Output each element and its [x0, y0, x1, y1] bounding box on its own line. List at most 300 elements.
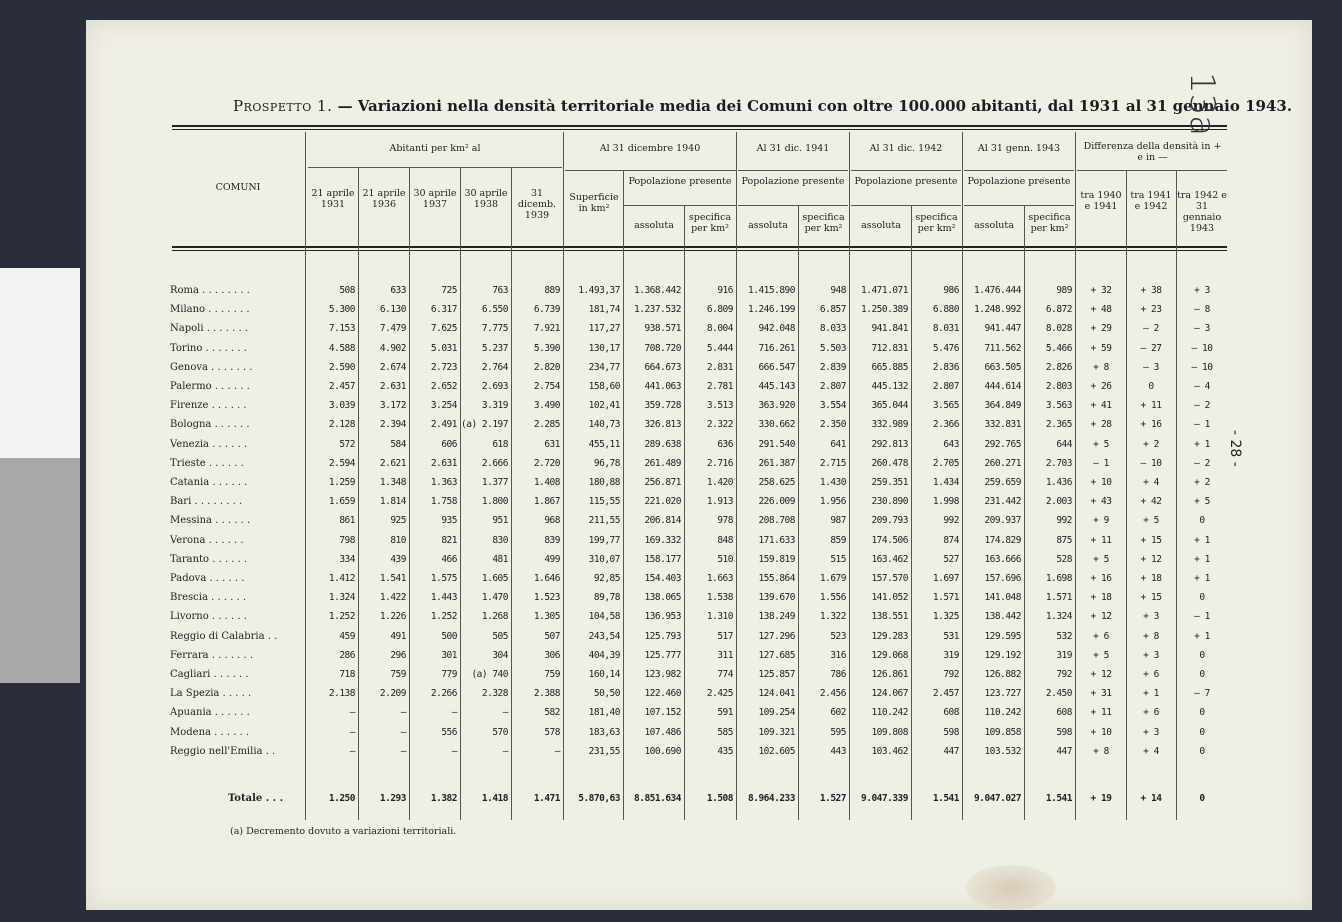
table-cell: 286: [339, 650, 355, 661]
table-cell: 1.698: [1045, 573, 1072, 584]
table-cell: 2.285: [533, 419, 560, 430]
table-cell: 591: [717, 707, 733, 718]
table-cell: 4.902: [379, 343, 406, 354]
table-cell: 1.605: [481, 573, 508, 584]
table-cell: 499: [544, 554, 560, 565]
table-cell: 1.237.532: [634, 304, 681, 315]
header-specifica-1940: specifica per km²: [688, 212, 732, 234]
table-cell: + 12: [1140, 554, 1162, 565]
table-cell: — 10: [1140, 458, 1162, 469]
table-cell: 363.920: [758, 400, 795, 411]
table-cell: + 1: [1194, 535, 1210, 546]
table-cell: 110.242: [871, 707, 908, 718]
table-cell: 7.153: [328, 323, 355, 334]
table-cell: 96,78: [593, 458, 620, 469]
table-cell: 221.020: [644, 496, 681, 507]
table-cell: 310,07: [588, 554, 620, 565]
table-cell: 5.237: [481, 343, 508, 354]
table-cell: 261.489: [644, 458, 681, 469]
table-cell: 89,78: [593, 592, 620, 603]
table-cell: 7.775: [481, 323, 508, 334]
table-cell: 1.913: [706, 496, 733, 507]
table-cell: + 15: [1140, 592, 1162, 603]
comune-name: Bologna . . . . . .: [170, 419, 250, 430]
table-cell: 231,55: [588, 746, 620, 757]
table-cell: 208.708: [758, 515, 795, 526]
table-cell: 107.152: [644, 707, 681, 718]
table-cell: 154.403: [644, 573, 681, 584]
table-cell: 708.720: [644, 343, 681, 354]
table-cell: + 38: [1140, 285, 1162, 296]
table-cell: 8.964.233: [748, 793, 795, 804]
table-cell: 2.666: [481, 458, 508, 469]
header-specifica-1941: specifica per km²: [802, 212, 845, 234]
table-cell: 9.047.339: [861, 793, 908, 804]
header-date-1938: 30 aprile 1938: [464, 188, 508, 210]
table-cell: 138.442: [984, 611, 1021, 622]
comune-name: Padova . . . . . .: [170, 573, 245, 584]
table-cell: — 27: [1140, 343, 1162, 354]
header-diff-1940-1941: tra 1940 e 1941: [1080, 190, 1122, 212]
table-cell: + 31: [1090, 688, 1112, 699]
header-assoluta-1943: assoluta: [974, 220, 1014, 231]
table-cell: 6.317: [430, 304, 457, 315]
comune-name: Ferrara . . . . . . .: [170, 650, 254, 661]
table-cell: 169.332: [644, 535, 681, 546]
comune-name: Catania . . . . . .: [170, 477, 248, 488]
comune-name: Genova . . . . . . .: [170, 362, 253, 373]
table-cell: —: [400, 727, 406, 738]
table-cell: + 3: [1143, 650, 1159, 661]
table-cell: 365.044: [871, 400, 908, 411]
table-cell: 326.813: [644, 419, 681, 430]
table-cell: 618: [492, 439, 508, 450]
comune-name: La Spezia . . . . .: [170, 688, 252, 699]
column-rule: [1075, 132, 1076, 820]
table-cell: — 1: [1093, 458, 1109, 469]
table-cell: 129.283: [871, 631, 908, 642]
table-cell: 989: [1056, 285, 1072, 296]
table-cell: 491: [390, 631, 406, 642]
table-cell: 570: [492, 727, 508, 738]
table-cell: 1.541: [379, 573, 406, 584]
comune-name: Brescia . . . . . .: [170, 592, 247, 603]
rule: [851, 170, 961, 171]
table-cell: 3.513: [706, 400, 733, 411]
table-cell: 0: [1199, 727, 1205, 738]
table-cell: 8.033: [819, 323, 846, 334]
table-cell: 779: [441, 669, 457, 680]
table-cell: 5.031: [430, 343, 457, 354]
table-cell: 606: [441, 439, 457, 450]
column-rule: [1176, 170, 1177, 820]
table-cell: 2.826: [1045, 362, 1072, 373]
table-cell: 8.031: [932, 323, 959, 334]
table-cell: 6.809: [706, 304, 733, 315]
table-cell: 5.390: [533, 343, 560, 354]
table-cell: 830: [492, 535, 508, 546]
table-cell: 206.814: [644, 515, 681, 526]
table-cell: 481: [492, 554, 508, 565]
table-cell: + 8: [1093, 746, 1109, 757]
table-cell: 2.839: [819, 362, 846, 373]
table-cell: 2.716: [706, 458, 733, 469]
table-cell: 301: [441, 650, 457, 661]
table-cell: 1.252: [328, 611, 355, 622]
table-cell: 2.723: [430, 362, 457, 373]
table-cell: 117,27: [588, 323, 620, 334]
table-cell: —: [349, 707, 355, 718]
table-cell: 180,88: [588, 477, 620, 488]
table-cell: + 1: [1143, 688, 1159, 699]
table-cell: 584: [390, 439, 406, 450]
table-cell: 938.571: [644, 323, 681, 334]
table-cell: + 8: [1143, 631, 1159, 642]
table-cell: 759: [390, 669, 406, 680]
table-cell: 2.631: [379, 381, 406, 392]
table-cell: 1.252: [430, 611, 457, 622]
table-cell: + 6: [1143, 669, 1159, 680]
table-cell: 2.831: [706, 362, 733, 373]
table-cell: 3.554: [819, 400, 846, 411]
table-cell: 6.857: [819, 304, 846, 315]
table-cell: 608: [1056, 707, 1072, 718]
table-cell: 2.394: [379, 419, 406, 430]
table-cell: 585: [717, 727, 733, 738]
table-cell: 1.412: [328, 573, 355, 584]
comune-name: Bari . . . . . . . .: [170, 496, 243, 507]
rule: [624, 205, 736, 206]
table-cell: 1.368.442: [634, 285, 681, 296]
table-cell: 2.803: [1045, 381, 1072, 392]
table-cell: 1.663: [706, 573, 733, 584]
table-cell: 311: [717, 650, 733, 661]
table-cell: 2.764: [481, 362, 508, 373]
comune-name: Napoli . . . . . . .: [170, 323, 249, 334]
table-cell: —: [400, 707, 406, 718]
table-cell: 839: [544, 535, 560, 546]
table-cell: 102.605: [758, 746, 795, 757]
table-cell: 261.387: [758, 458, 795, 469]
table-cell: 319: [943, 650, 959, 661]
table-cell: 1.471.071: [861, 285, 908, 296]
comune-name: Apuania . . . . . .: [170, 707, 250, 718]
table-cell: + 42: [1140, 496, 1162, 507]
table-cell: — 2: [1194, 458, 1210, 469]
table-cell: 104,58: [588, 611, 620, 622]
table-cell: 2.209: [379, 688, 406, 699]
table-cell: + 5: [1093, 554, 1109, 565]
table-cell: + 23: [1140, 304, 1162, 315]
table-cell: 1.248.992: [974, 304, 1021, 315]
table-cell: 109.858: [984, 727, 1021, 738]
page-number: - 28 -: [1227, 430, 1243, 467]
table-cell: 1.418: [481, 793, 508, 804]
table-cell: 531: [943, 631, 959, 642]
table-cell: 158.177: [644, 554, 681, 565]
table-cell: + 10: [1090, 477, 1112, 488]
table-cell: — 1: [1194, 611, 1210, 622]
table-cell: + 3: [1194, 285, 1210, 296]
table-cell: + 6: [1093, 631, 1109, 642]
table-cell: 582: [544, 707, 560, 718]
table-cell: 444.614: [984, 381, 1021, 392]
table-cell: 138.065: [644, 592, 681, 603]
table-cell: 3.172: [379, 400, 406, 411]
table-cell: 316: [830, 650, 846, 661]
rule: [565, 170, 736, 171]
table-cell: 100.690: [644, 746, 681, 757]
header-date-1937: 30 aprile 1937: [413, 188, 457, 210]
table-cell: + 14: [1140, 793, 1162, 804]
table-cell: 1.415.890: [748, 285, 795, 296]
table-cell: 466: [441, 554, 457, 565]
top-rule-thin: [172, 129, 1227, 130]
table-cell: —: [451, 746, 457, 757]
table-cell: 129.595: [984, 631, 1021, 642]
table-cell: 941.841: [871, 323, 908, 334]
table-cell: 1.646: [533, 573, 560, 584]
rule: [964, 205, 1074, 206]
table-cell: + 11: [1090, 535, 1112, 546]
table-cell: 155.864: [758, 573, 795, 584]
header-assoluta-1942: assoluta: [861, 220, 901, 231]
table-cell: 786: [830, 669, 846, 680]
table-cell: 291.540: [758, 439, 795, 450]
header-differenza: Differenza della densità in + e in —: [1083, 141, 1222, 163]
table-cell: 1.408: [533, 477, 560, 488]
table-cell: 664.673: [644, 362, 681, 373]
table-cell: 289.638: [644, 439, 681, 450]
table-cell: — 10: [1191, 343, 1213, 354]
table-cell: 1.470: [481, 592, 508, 603]
table-cell: 183,63: [588, 727, 620, 738]
table-cell: 163.462: [871, 554, 908, 565]
table-cell: 211,55: [588, 515, 620, 526]
table-cell: 1.268: [481, 611, 508, 622]
table-cell: 2.138: [328, 688, 355, 699]
table-title: [233, 97, 1293, 115]
table-cell: 2.590: [328, 362, 355, 373]
table-cell: 861: [339, 515, 355, 526]
table-cell: 256.871: [644, 477, 681, 488]
table-cell: 259.659: [984, 477, 1021, 488]
table-cell: 125.793: [644, 631, 681, 642]
table-cell: 364.849: [984, 400, 1021, 411]
table-cell: 725: [441, 285, 457, 296]
table-cell: 1.434: [932, 477, 959, 488]
header-1942: Al 31 dic. 1942: [869, 143, 943, 154]
table-cell: 2.631: [430, 458, 457, 469]
table-cell: 174.506: [871, 535, 908, 546]
table-cell: 234,77: [588, 362, 620, 373]
table-cell: 439: [390, 554, 406, 565]
comune-name: Palermo . . . . . .: [170, 381, 250, 392]
table-cell: 598: [943, 727, 959, 738]
comune-name: Venezia . . . . . .: [170, 439, 248, 450]
table-cell: 517: [717, 631, 733, 642]
table-cell: 987: [830, 515, 846, 526]
comune-name: Torino . . . . . . .: [170, 343, 247, 354]
table-cell: 126.861: [871, 669, 908, 680]
table-cell: 8.851.634: [634, 793, 681, 804]
table-cell: 0: [1199, 746, 1205, 757]
table-cell: —: [554, 746, 560, 757]
table-cell: 641: [830, 439, 846, 450]
table-cell: 163.666: [984, 554, 1021, 565]
table-cell: + 3: [1143, 611, 1159, 622]
table-cell: 2.328: [481, 688, 508, 699]
table-cell: 3.565: [932, 400, 959, 411]
table-cell: 92,85: [593, 573, 620, 584]
table-cell: 158,60: [588, 381, 620, 392]
table-cell: + 4: [1143, 477, 1159, 488]
table-cell: 9.047.027: [974, 793, 1021, 804]
title-prefix: Prospetto 1.: [233, 97, 333, 115]
table-cell: 712.831: [871, 343, 908, 354]
table-cell: — 1: [1194, 419, 1210, 430]
table-cell: 951: [492, 515, 508, 526]
table-cell: 1.659: [328, 496, 355, 507]
table-cell: 243,54: [588, 631, 620, 642]
table-cell: 138.249: [758, 611, 795, 622]
table-cell: — 2: [1194, 400, 1210, 411]
comune-name: Taranto . . . . . .: [170, 554, 248, 565]
table-cell: 50,50: [593, 688, 620, 699]
table-cell: 515: [830, 554, 846, 565]
header-bottom-rule: [172, 246, 1227, 248]
table-cell: 527: [943, 554, 959, 565]
table-cell: + 59: [1090, 343, 1112, 354]
header-popolazione-1940: Popolazione presente: [628, 176, 732, 187]
table-cell: 716.261: [758, 343, 795, 354]
table-cell: 792: [1056, 669, 1072, 680]
table-cell: 1.493,37: [578, 285, 620, 296]
table-cell: 2.457: [932, 688, 959, 699]
table-cell: 1.476.444: [974, 285, 1021, 296]
table-cell: —: [451, 707, 457, 718]
table-cell: 636: [717, 439, 733, 450]
table-cell: 2.366: [932, 419, 959, 430]
header-popolazione-1943: Popolazione presente: [967, 176, 1071, 187]
table-cell: 1.363: [430, 477, 457, 488]
table-cell: 633: [390, 285, 406, 296]
table-cell: 2.807: [932, 381, 959, 392]
comune-name: Modena . . . . . .: [170, 727, 250, 738]
table-cell: + 18: [1090, 592, 1112, 603]
table-cell: + 1: [1194, 631, 1210, 642]
table-cell: 359.728: [644, 400, 681, 411]
table-cell: —: [400, 746, 406, 757]
table-cell: + 5: [1093, 650, 1109, 661]
table-cell: + 9: [1093, 515, 1109, 526]
table-cell: + 2: [1194, 477, 1210, 488]
table-cell: 0: [1199, 650, 1205, 661]
table-cell: 935: [441, 515, 457, 526]
table-cell: 798: [339, 535, 355, 546]
table-cell: 500: [441, 631, 457, 642]
table-cell: 209.793: [871, 515, 908, 526]
table-cell: 209.937: [984, 515, 1021, 526]
table-cell: + 29: [1090, 323, 1112, 334]
scanner-strip-gray: [0, 458, 80, 683]
table-cell: 1.325: [932, 611, 959, 622]
table-cell: + 16: [1090, 573, 1112, 584]
table-cell: + 2: [1143, 439, 1159, 450]
table-cell: 2.450: [1045, 688, 1072, 699]
table-cell: 3.563: [1045, 400, 1072, 411]
table-cell: 2.003: [1045, 496, 1072, 507]
table-cell: 292.813: [871, 439, 908, 450]
table-cell: 319: [1056, 650, 1072, 661]
table-cell: 0: [1199, 793, 1205, 804]
comune-name: Cagliari . . . . . .: [170, 669, 249, 680]
table-cell: + 3: [1143, 727, 1159, 738]
table-cell: 2.703: [1045, 458, 1072, 469]
table-cell: 330.662: [758, 419, 795, 430]
table-cell: 1.348: [379, 477, 406, 488]
table-cell: 443: [830, 746, 846, 757]
table-cell: 1.538: [706, 592, 733, 603]
table-cell: 986: [943, 285, 959, 296]
table-cell: 258.625: [758, 477, 795, 488]
table-cell: 7.625: [430, 323, 457, 334]
header-date-1936: 21 aprile 1936: [362, 188, 406, 210]
table-cell: 644: [1056, 439, 1072, 450]
table-cell: 107.486: [644, 727, 681, 738]
table-cell: — 3: [1194, 323, 1210, 334]
table-cell: + 1: [1194, 554, 1210, 565]
table-cell: 231.442: [984, 496, 1021, 507]
table-cell: 2.720: [533, 458, 560, 469]
table-cell: 1.443: [430, 592, 457, 603]
table-cell: 141.052: [871, 592, 908, 603]
table-cell: 6.739: [533, 304, 560, 315]
table-cell: 0: [1199, 707, 1205, 718]
table-cell: 174.829: [984, 535, 1021, 546]
table-cell: 1.226: [379, 611, 406, 622]
table-cell: 2.457: [328, 381, 355, 392]
table-cell: 2.674: [379, 362, 406, 373]
table-cell: 157.696: [984, 573, 1021, 584]
table-cell: 874: [943, 535, 959, 546]
table-cell: 608: [943, 707, 959, 718]
table-cell: 759: [544, 669, 560, 680]
table-cell: 1.436: [1045, 477, 1072, 488]
table-cell: 595: [830, 727, 846, 738]
table-cell: + 41: [1090, 400, 1112, 411]
paper-stain: [966, 865, 1056, 910]
table-cell: + 6: [1143, 707, 1159, 718]
table-cell: 181,40: [588, 707, 620, 718]
table-cell: (a) 740: [471, 669, 508, 680]
table-cell: 916: [717, 285, 733, 296]
header-comuni: COMUNI: [215, 182, 261, 193]
table-cell: 665.885: [871, 362, 908, 373]
comune-name: Verona . . . . . .: [170, 535, 244, 546]
table-cell: 159.819: [758, 554, 795, 565]
table-cell: 942.048: [758, 323, 795, 334]
table-cell: 123.982: [644, 669, 681, 680]
table-cell: 821: [441, 535, 457, 546]
table-cell: 332.831: [984, 419, 1021, 430]
header-1940: Al 31 dicembre 1940: [599, 143, 701, 154]
table-cell: 505: [492, 631, 508, 642]
table-cell: 126.882: [984, 669, 1021, 680]
table-cell: + 1: [1194, 439, 1210, 450]
table-cell: 127.296: [758, 631, 795, 642]
table-cell: 6.872: [1045, 304, 1072, 315]
